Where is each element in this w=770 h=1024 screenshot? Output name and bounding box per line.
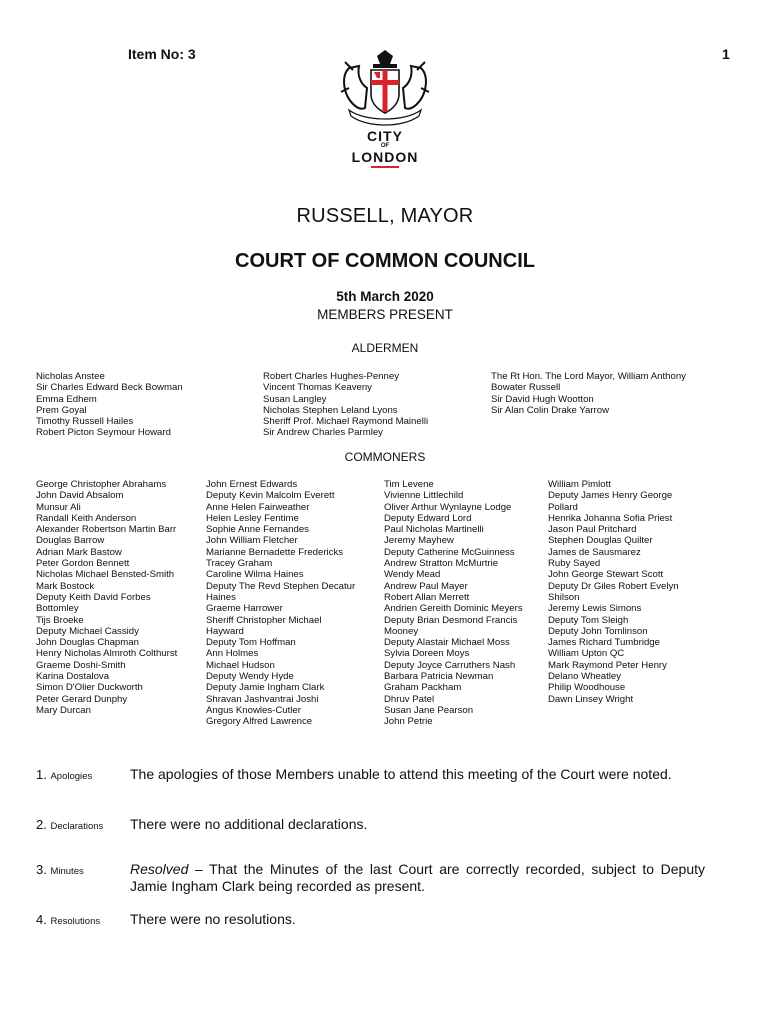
logo-underline: [371, 166, 399, 168]
item-1-label: Apologies: [50, 771, 93, 782]
item-3-heading: [36, 862, 84, 877]
aldermen-column-1: Nicholas Anstee Sir Charles Edward Beck Bowman Emma Edhem Prem Goyal Timothy Russell Hailes Robert Picton Seymour Howard: [36, 371, 183, 439]
logo-city: CITY: [367, 128, 403, 144]
court-title: COURT OF COMMON COUNCIL: [235, 250, 535, 272]
logo-of: OF: [380, 143, 390, 149]
aldermen-column-3: The Rt Hon. The Lord Mayor, William Anthony Bowater Russell Sir David Hugh Wootton Sir Alan Colin Drake Yarrow: [491, 371, 686, 416]
item-3-label: Minutes: [50, 866, 84, 877]
item-2-text: There were no additional declarations.: [130, 816, 368, 832]
logo-london: LONDON: [351, 149, 419, 165]
crest-icon: [335, 48, 435, 130]
item-3-resolved: Resolved: [130, 861, 189, 877]
mayor-title: RUSSELL, MAYOR: [296, 205, 474, 227]
aldermen-column-2: Robert Charles Hughes-Penney Vincent Thomas Keaveny Susan Langley Nicholas Stephen Leland Lyons Sheriff Prof. Michael Raymond Mainelli Sir Andrew Charles Parmley: [263, 371, 429, 439]
item-1-number: 1.: [36, 767, 47, 782]
commoners-column-1: George Christopher Abrahams John David Absalom Munsur Ali Randall Keith Anderson Alexander Robertson Martin Barr Douglas Barrow Adrian Mark Bastow Peter Gordon Bennett Nicholas Michael Bensted-Smith Mark Bostock Deputy Keith David Forbes Bottomley Tijs Broeke Deputy Michael Cassidy John Douglas Chapman Henry Nicholas Almroth Colthurst Graeme Doshi-Smith Karina Dostalova Simon D'Olier Duckworth Peter Gerard Dunphy Mary Durcan: [36, 479, 178, 716]
item-1-heading: [36, 767, 92, 782]
commoners-heading: COMMONERS: [344, 450, 426, 464]
page-number: 1: [722, 46, 730, 62]
commoners-column-3: Tim Levene Vivienne Littlechild Oliver Arthur Wynlayne Lodge Deputy Edward Lord Paul Nicholas Martinelli Jeremy Mayhew Deputy Catherine McGuinness Andrew Stratton McMurtrie Wendy Mead Andrew Paul Mayer Robert Allan Merrett Andrien Gereith Dominic Meyers Deputy Brian Desmond Francis Mooney Deputy Alastair Michael Moss Sylvia Doreen Moys Deputy Joyce Carruthers Nash Barbara Patricia Newman Graham Packham Dhruv Patel Susan Jane Pearson John Petrie: [384, 479, 523, 728]
meeting-date: 5th March 2020: [336, 289, 434, 304]
aldermen-heading: ALDERMEN: [351, 341, 419, 355]
item-1-text: The apologies of those Members unable to attend this meeting of the Court were noted.: [130, 766, 672, 782]
item-3-body: – That the Minutes of the last Court are correctly recorded, subject to Deputy Jamie Ingham Clark being recorded as present.: [130, 861, 705, 894]
item-number: Item No: 3: [128, 46, 196, 62]
item-4-label: Resolutions: [50, 916, 101, 927]
item-3-number: 3.: [36, 862, 47, 877]
item-4-heading: [36, 912, 100, 927]
commoners-column-2: John Ernest Edwards Deputy Kevin Malcolm Everett Anne Helen Fairweather Helen Lesley Fentime Sophie Anne Fernandes John William Fletcher Marianne Bernadette Fredericks Tracey Graham Caroline Wilma Haines Deputy The Revd Stephen Decatur Haines Graeme Harrower Sheriff Christopher Michael Hayward Deputy Tom Hoffman Ann Holmes Michael Hudson Deputy Wendy Hyde Deputy Jamie Ingham Clark Shravan Jashvantrai Joshi Angus Knowles-Cutler Gregory Alfred Lawrence: [206, 479, 356, 728]
commoners-column-4: William Pimlott Deputy James Henry George Pollard Henrika Johanna Sofia Priest Jason Paul Pritchard Stephen Douglas Quilter James de Sausmarez Ruby Sayed John George Stewart Scott Deputy Dr Giles Robert Evelyn Shilson Jeremy Lewis Simons Deputy Tom Sleigh Deputy John Tomlinson James Richard Tumbridge William Upton QC Mark Raymond Peter Henry Delano Wheatley Philip Woodhouse Dawn Linsey Wright: [548, 479, 679, 705]
item-3-text: [130, 861, 705, 895]
item-4-text: There were no resolutions.: [130, 911, 296, 927]
item-2-heading: [36, 817, 103, 832]
members-present-heading: MEMBERS PRESENT: [317, 307, 453, 322]
city-of-london-logo: [335, 48, 435, 170]
item-4-number: 4.: [36, 912, 47, 927]
item-2-label: Declarations: [50, 821, 104, 832]
item-2-number: 2.: [36, 817, 47, 832]
